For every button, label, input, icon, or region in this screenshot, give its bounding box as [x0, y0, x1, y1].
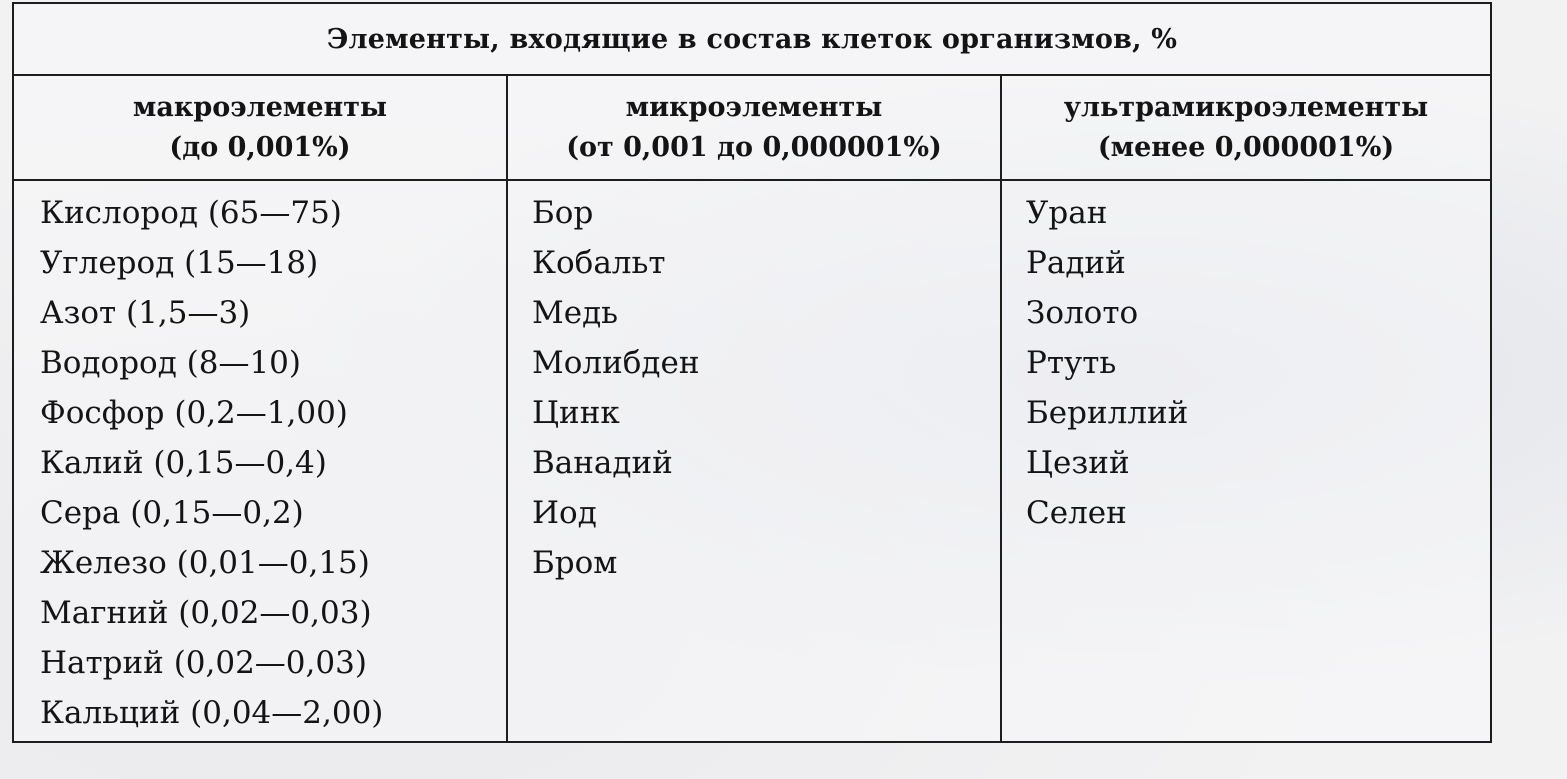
list-item: Молибден [532, 345, 700, 381]
table-body-row [14, 181, 1490, 741]
list-item: Железо (0,01—0,15) [40, 545, 370, 581]
table-header-row [14, 76, 1490, 181]
list-item: Натрий (0,02—0,03) [40, 645, 367, 681]
header-ultramicroelements-name: ультрамикроэлементы [1063, 91, 1429, 123]
header-macroelements-name: макроэлементы [132, 91, 388, 123]
header-microelements-name: микроэлементы [625, 91, 883, 123]
list-item: Бром [532, 545, 618, 581]
list-item: Бор [532, 195, 594, 231]
list-item: Азот (1,5—3) [40, 295, 251, 331]
list-item: Уран [1026, 195, 1108, 231]
header-macroelements-range: (до 0,001%) [169, 131, 351, 163]
list-item: Сера (0,15—0,2) [40, 495, 304, 531]
ultramicroelements-list [1002, 181, 1490, 741]
header-microelements [508, 76, 1002, 179]
list-item: Калий (0,15—0,4) [40, 445, 327, 481]
list-item: Магний (0,02—0,03) [40, 595, 372, 631]
list-item: Кобальт [532, 245, 666, 281]
header-microelements-range: (от 0,001 до 0,000001%) [566, 131, 942, 163]
list-item: Фосфор (0,2—1,00) [40, 395, 348, 431]
cell-elements-table [12, 2, 1492, 743]
list-item: Цинк [532, 395, 620, 431]
list-item: Углерод (15—18) [40, 245, 319, 281]
list-item: Цезий [1026, 445, 1130, 481]
list-item: Селен [1026, 495, 1127, 531]
list-item: Ванадий [532, 445, 673, 481]
macroelements-list [14, 181, 508, 741]
list-item: Кальций (0,04—2,00) [40, 695, 384, 731]
list-item: Медь [532, 295, 619, 331]
header-macroelements [14, 76, 508, 179]
list-item: Ртуть [1026, 345, 1117, 381]
list-item: Золото [1026, 295, 1139, 331]
list-item: Кислород (65—75) [40, 195, 342, 231]
list-item: Водород (8—10) [40, 345, 302, 381]
list-item: Иод [532, 495, 597, 531]
list-item: Радий [1026, 245, 1126, 281]
header-ultramicroelements-range: (менее 0,000001%) [1097, 131, 1395, 163]
list-item: Бериллий [1026, 395, 1189, 431]
table-title: Элементы, входящие в состав клеток организмов, % [14, 4, 1490, 76]
microelements-list [508, 181, 1002, 741]
header-ultramicroelements [1002, 76, 1490, 179]
